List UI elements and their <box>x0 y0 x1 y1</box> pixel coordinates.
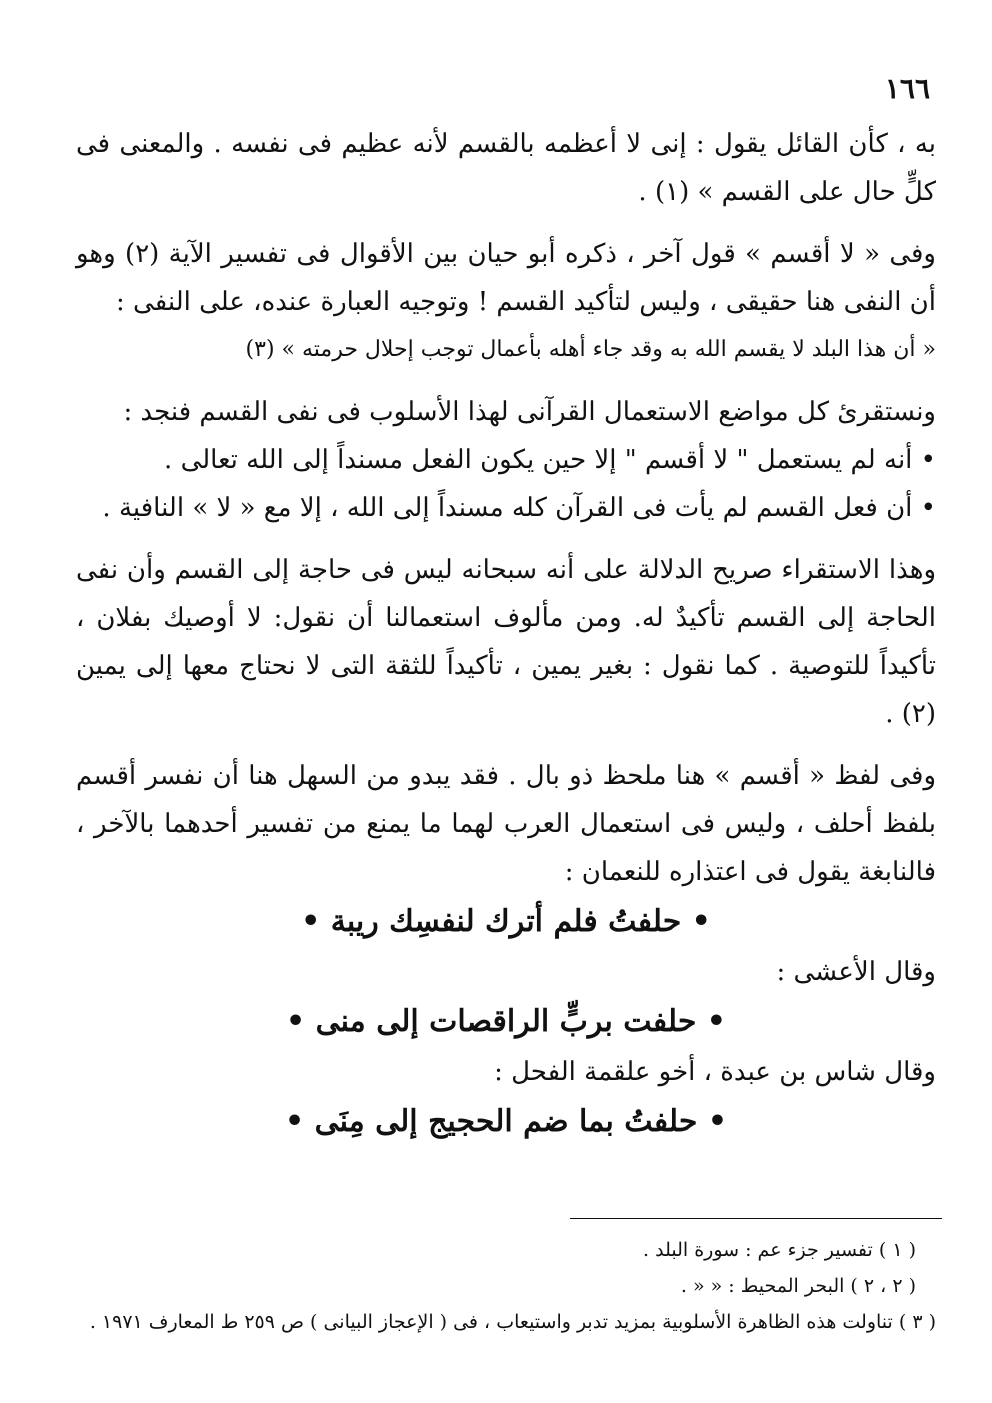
paragraph-induction: ونستقرئ كل مواضع الاستعمال القرآنى لهذا الأسلوب فى نفى القسم فنجد : <box>123 397 936 427</box>
footnote-2: ( ٢ ، ٢ ) البحر المحيط : « « . <box>680 1275 916 1297</box>
footnote-3: ( ٣ ) تناولت هذه الظاهرة الأسلوبية بمزيد تدبر واستيعاب ، فى ( الإعجاز البيانى ) ص ٢٥٩ ط المعارف ١٩٧١ . <box>89 1311 936 1333</box>
attribution-shas: وقال شاس بن عبدة ، أخو علقمة الفحل : <box>494 1057 936 1087</box>
quoted-explanation: « أن هذا البلد لا يقسم الله به وقد جاء أهله بأعمال توجب إحلال حرمته » (٣) <box>245 337 936 362</box>
attribution-aasha: وقال الأعشى : <box>776 957 936 987</box>
footnote-1: ( ١ ) تفسير جزء عم : سورة البلد . <box>643 1239 916 1261</box>
paragraph-abu-hayyan: وفى « لا أقسم » قول آخر ، ذكره أبو حيان بين الأقوال فى تفسير الآية (٢) وهو أن النفى هنا حقيقى ، وليس لتأكيد القسم ! وتوجيه العبارة عنده، على النفى : <box>76 239 936 317</box>
verse-shas: • حلفتُ بما ضم الحجيج إلى مِنَى • <box>284 1104 728 1139</box>
paragraph-aqsim-word: وفى لفظ « أقسم » هنا ملحظ ذو بال . فقد يبدو من السهل هنا أن نفسر أقسم بلفظ أحلف ، وليس فى استعمال العرب لهما ما يمنع من تفسير أحدهما بالآخر ، فالنابغة يقول فى اعتذاره للنعمان : <box>76 761 936 887</box>
page-number: ١٦٦ <box>884 72 930 105</box>
footnote-divider <box>570 1218 942 1219</box>
paragraph-quote-end: به ، كأن القائل يقول : إنى لا أعظمه بالقسم لأنه عظيم فى نفسه . والمعنى فى كلٍّ حال على القسم » (١) . <box>76 129 936 207</box>
footnotes <box>76 1232 936 1340</box>
verse-nabigha: • حلفتُ فلم أترك لنفسِك ريبة • <box>301 904 711 939</box>
main-text <box>76 120 936 1148</box>
bullet-point-1: • أنه لم يستعمل " لا أقسم " إلا حين يكون الفعل مسنداً إلى الله تعالى . <box>164 445 936 475</box>
verse-aasha: • حلفت بربٍّ الراقصات إلى منى • <box>286 1004 726 1039</box>
paragraph-conclusion: وهذا الاستقراء صريح الدلالة على أنه سبحانه ليس فى حاجة إلى القسم وأن نفى الحاجة إلى القسم تأكيدٌ له. ومن مألوف استعمالنا أن نقول: لا أوصيك بفلان ، تأكيداً للتوصية . كما نقول : بغير يمين ، تأكيداً للثقة التى لا نحتاج معها إلى يمين (٢) . <box>76 555 936 729</box>
bullet-point-2: • أن فعل القسم لم يأت فى القرآن كله مسنداً إلى الله ، إلا مع « لا » النافية . <box>102 493 936 523</box>
